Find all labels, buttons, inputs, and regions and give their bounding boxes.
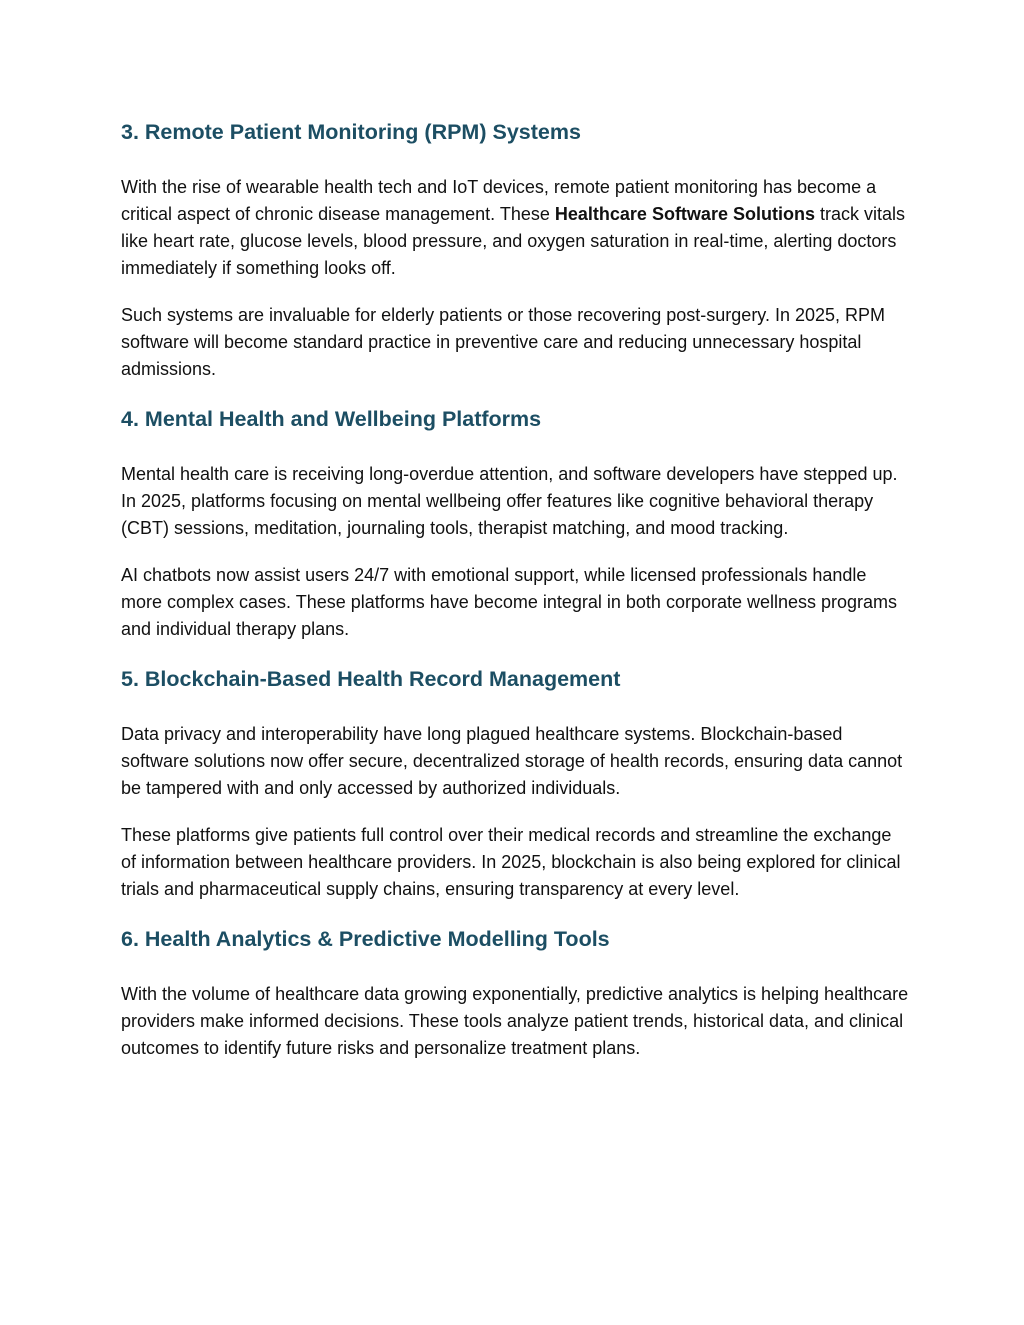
bold-term: Healthcare Software Solutions bbox=[554, 204, 815, 224]
paragraph-text: track vitals like heart rate, glucose levels, blood pressure, and oxygen saturation in real-time, alerting doctors immediately if something looks off. bbox=[121, 204, 905, 278]
document-page bbox=[121, 116, 911, 1082]
paragraph: Such systems are invaluable for elderly patients or those recovering post-surgery. In 2025, RPM software will become standard practice in preventive care and reducing unnecessary hospital admissions. bbox=[121, 305, 886, 379]
section-heading: 4. Mental Health and Wellbeing Platforms bbox=[121, 407, 542, 431]
section-health-analytics bbox=[121, 923, 911, 1062]
section-blockchain bbox=[121, 663, 911, 903]
section-rpm-systems bbox=[121, 116, 911, 383]
paragraph: Mental health care is receiving long-overdue attention, and software developers have stepped up. In 2025, platforms focusing on mental wellbeing offer features like cognitive behavioral therapy (CBT) sessions, meditation, journaling tools, therapist matching, and mood tracking. bbox=[121, 464, 898, 538]
paragraph: Data privacy and interoperability have long plagued healthcare systems. Blockchain-based software solutions now offer secure, decentralized storage of health records, ensuring data cannot be tampered with and only accessed by authorized individuals. bbox=[121, 724, 903, 798]
section-heading: 6. Health Analytics & Predictive Modelling Tools bbox=[121, 927, 610, 951]
section-mental-health bbox=[121, 403, 911, 643]
paragraph: These platforms give patients full control over their medical records and streamline the exchange of information between healthcare providers. In 2025, blockchain is also being explored for clinical trials and pharmaceutical supply chains, ensuring transparency at every level. bbox=[121, 825, 901, 899]
paragraph: AI chatbots now assist users 24/7 with emotional support, while licensed professionals handle more complex cases. These platforms have become integral in both corporate wellness programs and individual therapy plans. bbox=[121, 565, 898, 639]
paragraph bbox=[121, 174, 911, 282]
paragraph-text: With the rise of wearable health tech and IoT devices, remote patient monitoring has become a critical aspect of chronic disease management. These bbox=[121, 177, 877, 224]
section-heading: 5. Blockchain-Based Health Record Management bbox=[121, 667, 621, 691]
paragraph: With the volume of healthcare data growing exponentially, predictive analytics is helping healthcare providers make informed decisions. These tools analyze patient trends, historical data, and clinical outcomes to identify future risks and personalize treatment plans. bbox=[121, 984, 909, 1058]
section-heading: 3. Remote Patient Monitoring (RPM) Systems bbox=[121, 120, 581, 144]
